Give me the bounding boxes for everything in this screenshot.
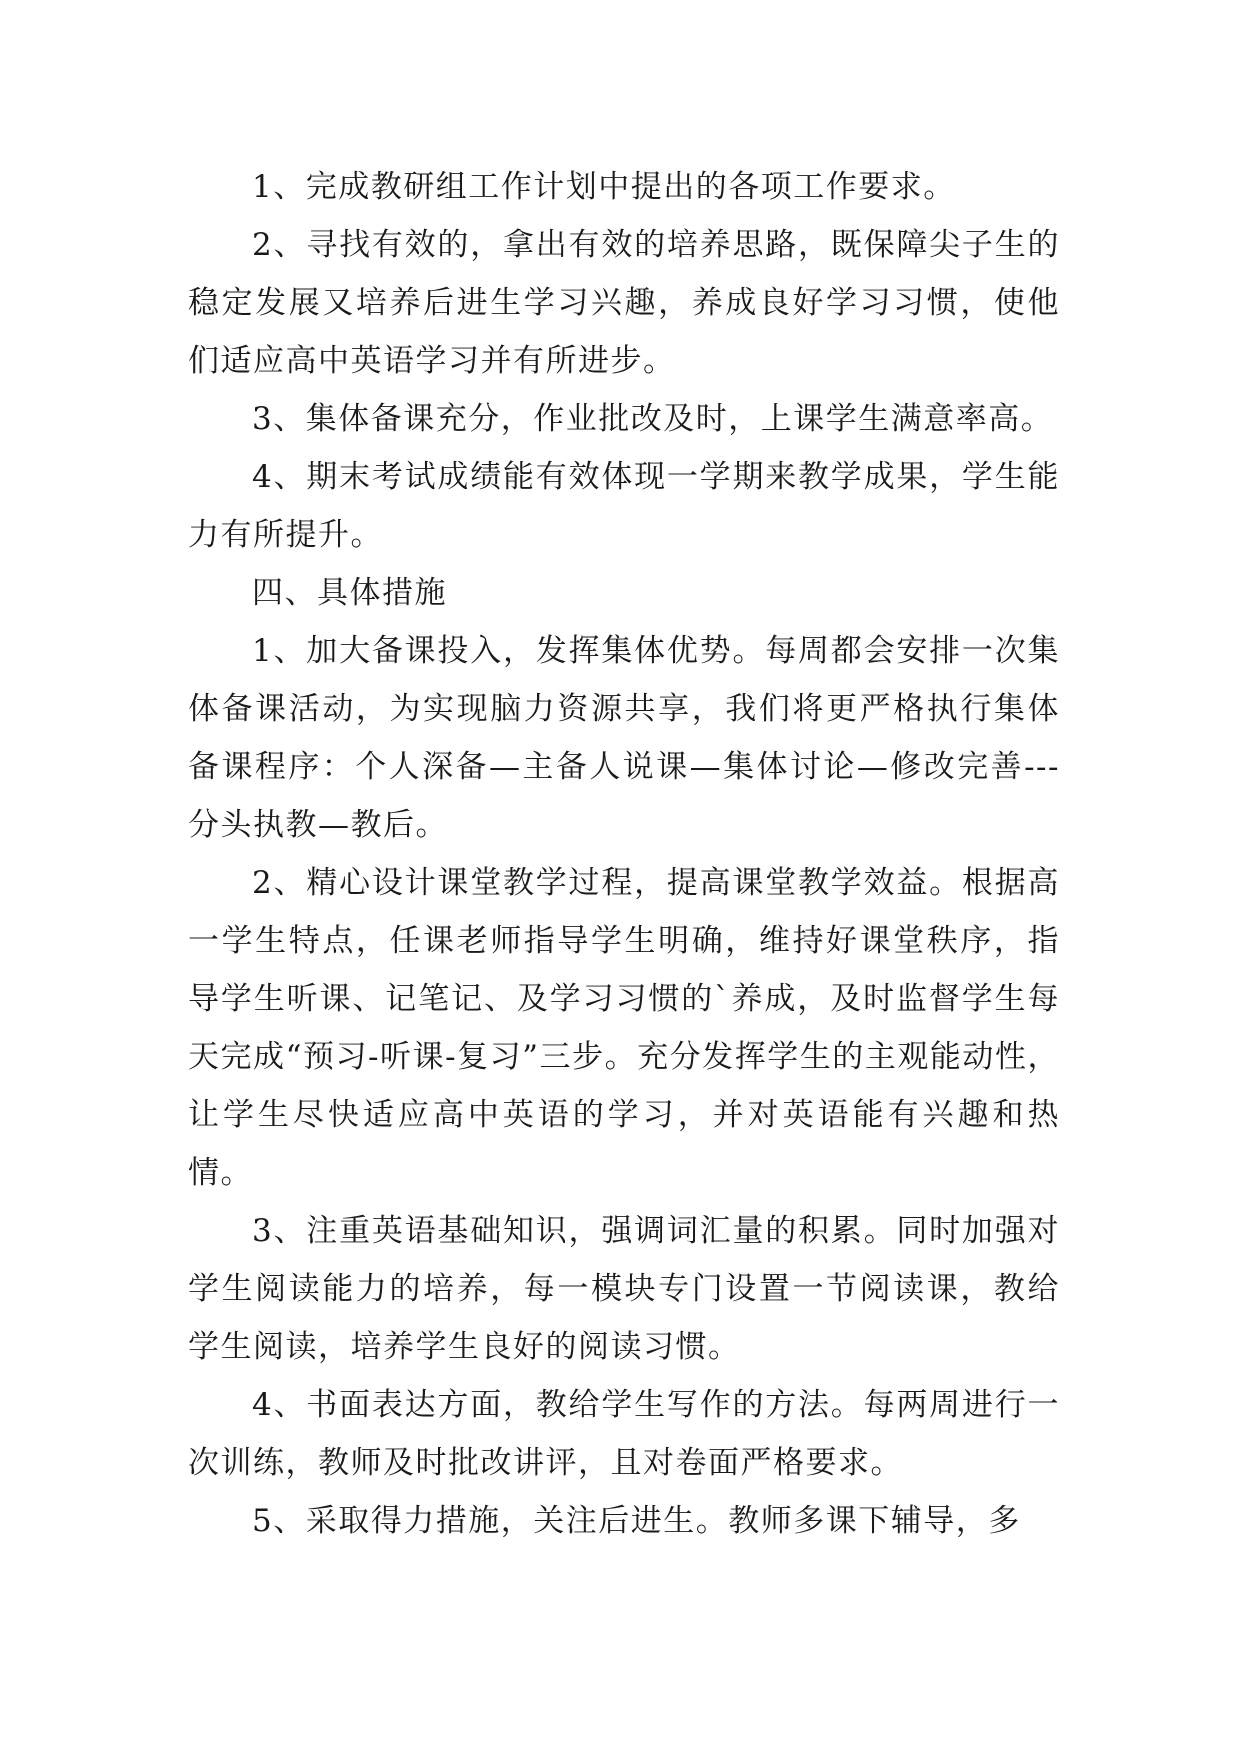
paragraph-goal-4: 4、期末考试成绩能有效体现一学期来教学成果，学生能力有所提升。 xyxy=(188,459,1060,553)
paragraph-goal-1: 1、完成教研组工作计划中提出的各项工作要求。 xyxy=(252,169,956,205)
paragraph-measure-5: 5、采取得力措施，关注后进生。教师多课下辅导，多 xyxy=(252,1503,1021,1539)
paragraph-measure-4: 4、书面表达方面，教给学生写作的方法。每两周进行一次训练，教师及时批改讲评，且对卷面严格要求。 xyxy=(188,1387,1060,1481)
paragraph-measure-2: 2、精心设计课堂教学过程，提高课堂教学效益。根据高一学生特点，任课老师指导学生明确，维持好课堂秩序，指导学生听课、记笔记、及学习习惯的`养成，及时监督学生每天完成“预习-听课-复习”三步。充分发挥学生的主观能动性，让学生尽快适应高中英语的学习，并对英语能有兴趣和热情。 xyxy=(188,865,1060,1191)
paragraph-goal-3: 3、集体备课充分，作业批改及时，上课学生满意率高。 xyxy=(252,401,1054,437)
section-heading-measures: 四、具体措施 xyxy=(252,575,447,611)
paragraph-measure-3: 3、注重英语基础知识，强调词汇量的积累。同时加强对学生阅读能力的培养，每一模块专门设置一节阅读课，教给学生阅读，培养学生良好的阅读习惯。 xyxy=(188,1213,1060,1365)
document-body xyxy=(188,158,1060,1550)
paragraph-measure-1: 1、加大备课投入，发挥集体优势。每周都会安排一次集体备课活动，为实现脑力资源共享，我们将更严格执行集体备课程序：个人深备—主备人说课—集体讨论—修改完善---分头执教—教后。 xyxy=(188,633,1060,843)
paragraph-goal-2: 2、寻找有效的，拿出有效的培养思路，既保障尖子生的稳定发展又培养后进生学习兴趣，养成良好学习习惯，使他们适应高中英语学习并有所进步。 xyxy=(188,227,1060,379)
